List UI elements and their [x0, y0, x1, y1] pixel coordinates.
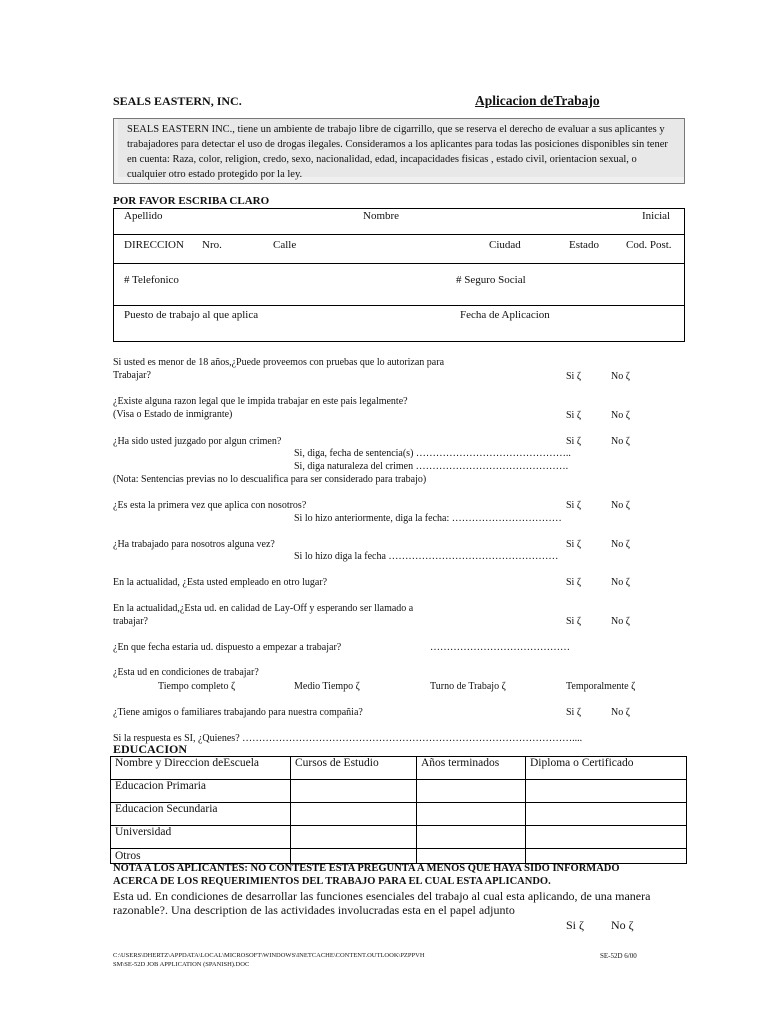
table-cell[interactable] [526, 780, 687, 803]
crimen-naturaleza-field[interactable]: Si, diga naturaleza del crimen ………………………………………. [294, 461, 569, 472]
nro-label: Nro. [202, 239, 222, 251]
footer-form-code: SE-52D 6/00 [600, 952, 637, 960]
question-menor-line2: Trabajar? [113, 370, 151, 381]
column-header: Años terminados [417, 757, 526, 780]
column-header: Cursos de Estudio [291, 757, 417, 780]
option-si[interactable]: Si ζ [566, 410, 581, 421]
note-question-line2: razonable?. Una description de las actividades involucradas esta en el papel adjunto [113, 903, 515, 917]
option-no[interactable]: No ζ [611, 539, 630, 550]
table-cell[interactable] [417, 803, 526, 826]
apellido-label: Apellido [124, 210, 163, 222]
table-header-row [111, 757, 687, 780]
option-si[interactable]: Si ζ [566, 577, 581, 588]
option-si[interactable]: Si ζ [566, 616, 581, 627]
question-legal-line1: ¿Existe alguna razon legal que le impida trabajar en este pais legalmente? [113, 396, 408, 407]
footer-path-line1: C:\USERS\DHERTZ\APPDATA\LOCAL\MICROSOFT\WINDOWS\INETCACHE\CONTENT.OUTLOOK\PZPPVH [113, 952, 425, 959]
option-no[interactable]: No ζ [611, 410, 630, 421]
note-question-line1: Esta ud. En condiciones de desarrollar las funciones esenciales del trabajo al cual esta aplicando, de una manera [113, 889, 651, 903]
note-line1: NOTA A LOS APLICANTES: NO CONTESTE ESTA PREGUNTA A MENOS QUE HAYA SIDO INFORMADO [113, 863, 620, 874]
direccion-label: DIRECCION [124, 239, 184, 251]
option-temporalmente[interactable]: Temporalmente ζ [566, 681, 636, 692]
table-row [111, 803, 687, 826]
option-no[interactable]: No ζ [611, 500, 630, 511]
option-si[interactable]: Si ζ [566, 539, 581, 550]
column-header: Diploma o Certificado [526, 757, 687, 780]
question-condiciones: ¿Esta ud en condiciones de trabajar? [113, 667, 259, 678]
fecha-empezar-field[interactable]: …………………………………… [430, 642, 570, 653]
crimen-note: (Nota: Sentencias previas no lo descualifica para ser considerado para trabajo) [113, 474, 427, 485]
nombre-label: Nombre [363, 210, 400, 222]
company-name: SEALS EASTERN, INC. [113, 94, 242, 108]
table-cell[interactable] [417, 780, 526, 803]
table-row [111, 826, 687, 849]
row-label: Otros [111, 849, 291, 864]
education-table [110, 756, 687, 864]
calle-label: Calle [273, 239, 297, 251]
telefono-label: # Telefonico [124, 274, 179, 286]
table-cell[interactable] [291, 849, 417, 864]
position-row[interactable] [113, 305, 685, 342]
table-row [111, 780, 687, 803]
option-si[interactable]: Si ζ [566, 707, 581, 718]
option-no[interactable]: No ζ [611, 577, 630, 588]
inicial-label: Inicial [642, 210, 671, 222]
table-cell[interactable] [526, 849, 687, 864]
option-tiempo-completo[interactable]: Tiempo completo ζ [158, 681, 236, 692]
page-title: Aplicacion deTrabajo [475, 93, 600, 108]
intro-box [113, 118, 685, 184]
table-cell[interactable] [526, 803, 687, 826]
phone-row[interactable] [113, 263, 685, 306]
intro-text: SEALS EASTERN INC., tiene un ambiente de trabajo libre de cigarrillo, que se reserva el derecho de evaluar a sus aplicantes y trabajadores para detectar el uso de drogas ilegales. Consideramos a los aplicantes para todas las posiciones disponibles sin tener en cuenta: Raza, color, religion, credo, sexo, nacionalidad, edad, incapacidades fisicas , estado civil, orientacion sexual, o cualquier otro estado protegido por la ley. [118, 119, 684, 177]
row-label: Educacion Primaria [111, 780, 291, 803]
column-header: Nombre y Direccion deEscuela [111, 757, 291, 780]
seguro-social-label: # Seguro Social [456, 274, 526, 286]
option-no[interactable]: No ζ [611, 707, 630, 718]
quienes-field[interactable]: Si la respuesta es SI, ¿Quienes? ……………………………………………………………………………………….... [113, 733, 583, 744]
table-cell[interactable] [291, 803, 417, 826]
address-row[interactable] [113, 234, 685, 264]
option-medio-tiempo[interactable]: Medio Tiempo ζ [294, 681, 360, 692]
question-menor-line1: Si usted es menor de 18 años,¿Puede proveemos con pruebas que lo autorizan para [113, 357, 445, 368]
option-no[interactable]: No ζ [611, 371, 630, 382]
question-layoff-line1: En la actualidad,¿Esta ud. en calidad de Lay-Off y esperando ser llamado a [113, 603, 414, 614]
question-primera-vez: ¿Es esta la primera vez que aplica con nosotros? [113, 500, 307, 511]
row-label: Educacion Secundaria [111, 803, 291, 826]
option-si[interactable]: Si ζ [566, 918, 584, 932]
footer-path-line2: SM\SE-52D JOB APPLICATION (SPANISH).DOC [113, 961, 250, 968]
question-trabajado: ¿Ha trabajado para nosotros alguna vez? [113, 539, 275, 550]
table-cell[interactable] [417, 849, 526, 864]
education-heading: EDUCACION [113, 742, 188, 756]
primera-vez-fecha-field[interactable]: Si lo hizo anteriormente, diga la fecha: …………………………… [294, 513, 562, 524]
question-fecha-empezar: ¿En que fecha estaria ud. dispuesto a empezar a trabajar? [113, 642, 342, 653]
option-si[interactable]: Si ζ [566, 371, 581, 382]
question-empleado: En la actualidad, ¿Esta usted empleado en otro lugar? [113, 577, 328, 588]
name-row[interactable] [113, 208, 685, 235]
form-heading: POR FAVOR ESCRIBA CLARO [113, 195, 270, 207]
question-layoff-line2: trabajar? [113, 616, 148, 627]
option-si[interactable]: Si ζ [566, 436, 581, 447]
table-cell[interactable] [291, 780, 417, 803]
question-amigos: ¿Tiene amigos o familiares trabajando para nuestra compañia? [113, 707, 363, 718]
puesto-label: Puesto de trabajo al que aplica [124, 309, 259, 321]
table-cell[interactable] [526, 826, 687, 849]
question-crimen: ¿Ha sido usted juzgado por algun crimen? [113, 436, 282, 447]
fecha-label: Fecha de Aplicacion [460, 309, 550, 321]
question-legal-line2: (Visa o Estado de inmigrante) [113, 409, 233, 420]
option-no[interactable]: No ζ [611, 436, 630, 447]
row-label: Universidad [111, 826, 291, 849]
note-line2: ACERCA DE LOS REQUERIMIENTOS DEL TRABAJO PARA EL CUAL ESTA APLICANDO. [113, 876, 551, 887]
option-si[interactable]: Si ζ [566, 500, 581, 511]
table-cell[interactable] [417, 826, 526, 849]
option-no[interactable]: No ζ [611, 918, 634, 932]
crimen-fecha-field[interactable]: Si, diga, fecha de sentencia(s) ……………………………………….. [294, 448, 571, 459]
table-cell[interactable] [291, 826, 417, 849]
ciudad-label: Ciudad [489, 239, 521, 251]
option-turno[interactable]: Turno de Trabajo ζ [430, 681, 506, 692]
cod-post-label: Cod. Post. [626, 239, 672, 251]
option-no[interactable]: No ζ [611, 616, 630, 627]
trabajado-fecha-field[interactable]: Si lo hizo diga la fecha …………………………………………… [294, 551, 559, 562]
estado-label: Estado [569, 239, 599, 251]
table-row [111, 849, 687, 864]
